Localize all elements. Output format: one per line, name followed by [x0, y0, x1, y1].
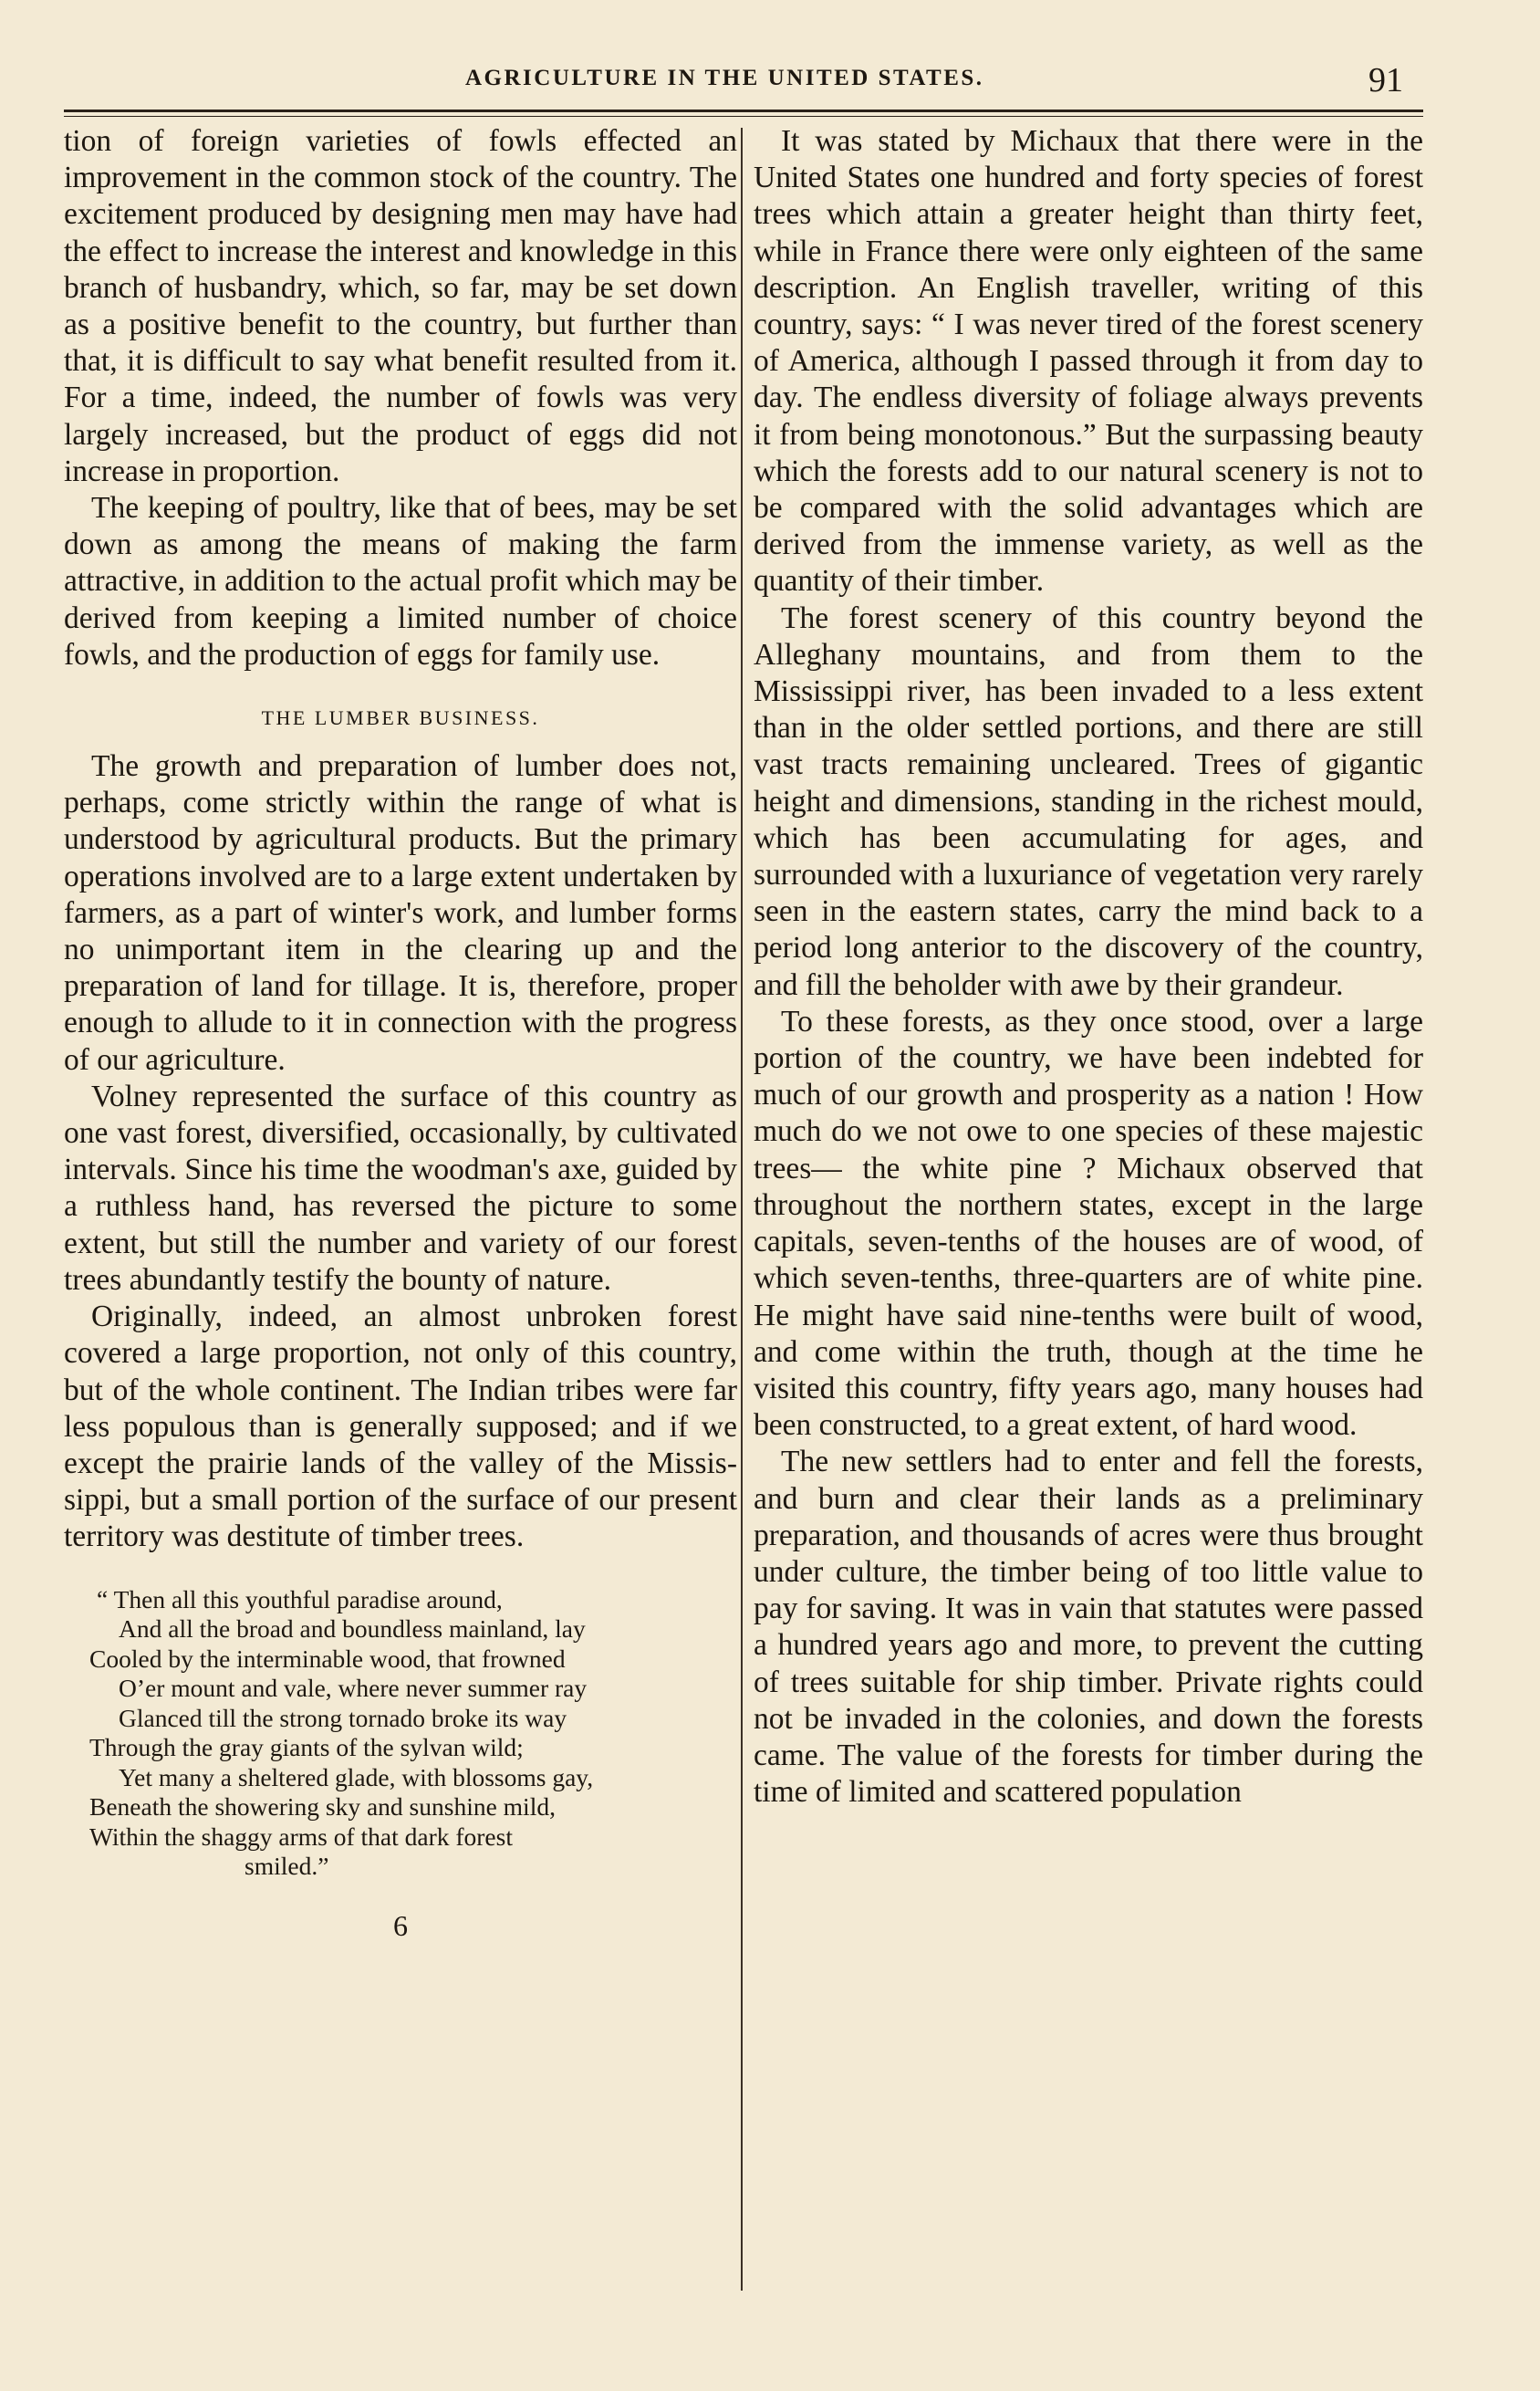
- left-column: [64, 123, 737, 2313]
- paragraph: The keeping of poultry, like that of bees, may be set down as among the means of making the farm attractive, in addition to the actual profit which may be derived from keeping a limited number of choice fowls, and the production of eggs for family use.: [64, 491, 737, 672]
- section-title: THE LUMBER BUSINESS.: [261, 706, 540, 730]
- column-divider: [741, 128, 743, 2291]
- poem-line: O’er mount and vale, where never summer ray: [119, 1674, 588, 1703]
- paragraph: Volney represented the surface of this country as one vast forest, diversified, occasionally, by cultivated intervals. Since his time the woodman's axe, guided by a ruthless hand, has reversed the picture to some extent, but still the number and variety of our forest trees abundantly testify the bounty of nature.: [64, 1079, 737, 1297]
- poem-line: smiled.”: [245, 1852, 329, 1881]
- right-column: [754, 123, 1423, 2313]
- poem-line: Beneath the showering sky and sunshine mild,: [89, 1792, 556, 1822]
- paragraph: tion of foreign varieties of fowls effected an improvement in the common stock of the country. The excitement produced by designing men may have had the effect to increase the interest and knowledge in this branch of husbandry, which, so far, may be set down as a positive benefit to the country, but further than that, it is difficult to say what benefit resulted from it. For a time, indeed, the number of fowls was very largely increased, but the product of eggs did not increase in proportion.: [64, 124, 737, 488]
- paragraph: The forest scenery of this country beyond the Alleghany mountains, and from them to the Mississippi river, has been invaded to a less extent than in the older settled portions, and there are still vast tracts remaining uncleared. Trees of gigantic height and dimensions, standing in the richest mould, which has been accumulating for ages, and surrounded with a luxuriance of vegetation very rarely seen in the eastern states, carry the mind back to a period long anterior to the discovery of the country, and fill the beholder with awe by their grandeur.: [754, 600, 1423, 1002]
- header-rule: [64, 110, 1423, 112]
- paragraph: It was stated by Michaux that there were in the United States one hundred and forty species of forest trees which attain a greater height than thirty feet, while in France there were only eighteen of the same description. An English traveller, writing of this country, says: “ I was never tired of the forest scenery of America, although I passed through it from day to day. The endless diversity of foliage always prevents it from being monotonous.” But the surpassing beauty which the forests add to our natural scenery is not to be compared with the solid advantages which are derived from the immense variety, as well as the quantity of their timber.: [754, 124, 1423, 599]
- poem-line: And all the broad and boundless mainland, lay: [119, 1614, 586, 1644]
- poem-line: Through the gray giants of the sylvan wild;: [89, 1733, 524, 1762]
- paragraph: The growth and preparation of lumber does not, perhaps, come strictly within the range of what is understood by agricultural products. But the primary operations involved are to a large extent undertaken by farmers, as a part of winter's work, and lumber forms no unimportant item in the clearing up and the preparation of land for tillage. It is, therefore, proper enough to allude to it in connection with the progress of our agriculture.: [64, 749, 737, 1077]
- signature-mark: 6: [393, 1908, 408, 1942]
- poem-line: Within the shaggy arms of that dark forest: [89, 1822, 513, 1851]
- paragraph: The new settlers had to enter and fell the forests, and burn and clear their lands as a preliminary preparation, and thousands of acres were thus brought under culture, the timber being of too little value to pay for saving. It was in vain that statutes were passed a hundred years ago and more, to prevent the cutting of trees suitable for ship timber. Private rights could not be invaded in the colonies, and down the forests came. The value of the forests for timber during the time of limited and scattered population: [754, 1445, 1423, 1810]
- paragraph: To these forests, as they once stood, over a large portion of the country, we have been indebted for much of our growth and prosperity as a nation ! How much do we not owe to one species of these majestic trees— the white pine ? Michaux observed that throughout the northern states, except in the large capitals, seven-tenths of the houses are of wood, of which seven-tenths, three-quarters are of white pine. He might have said nine-tenths were built of wood, and come within the truth, though at the time he visited this country, fifty years ago, many houses had been constructed, to a great extent, of hard wood.: [754, 1004, 1423, 1443]
- poem-quotation: [64, 1585, 737, 1882]
- page-number: 91: [1368, 61, 1403, 99]
- poem-line: Cooled by the interminable wood, that frowned: [89, 1644, 566, 1673]
- poem-line: Glanced till the strong tornado broke its way: [119, 1703, 567, 1732]
- header-rule-thin: [64, 116, 1423, 117]
- paragraph: Originally, indeed, an almost unbroken forest covered a large proportion, not only of this country, but of the whole continent. The Indian tribes were far less populous than is generally supposed; and if we except the prairie lands of the valley of the Mississippi, but a small portion of the surface of our present territory was destitute of timber trees.: [64, 1300, 737, 1554]
- running-head: AGRICULTURE IN THE UNITED STATES.: [465, 66, 984, 90]
- poem-line: Yet many a sheltered glade, with blossoms gay,: [119, 1762, 594, 1791]
- poem-line: “ Then all this youthful paradise around,: [97, 1584, 503, 1613]
